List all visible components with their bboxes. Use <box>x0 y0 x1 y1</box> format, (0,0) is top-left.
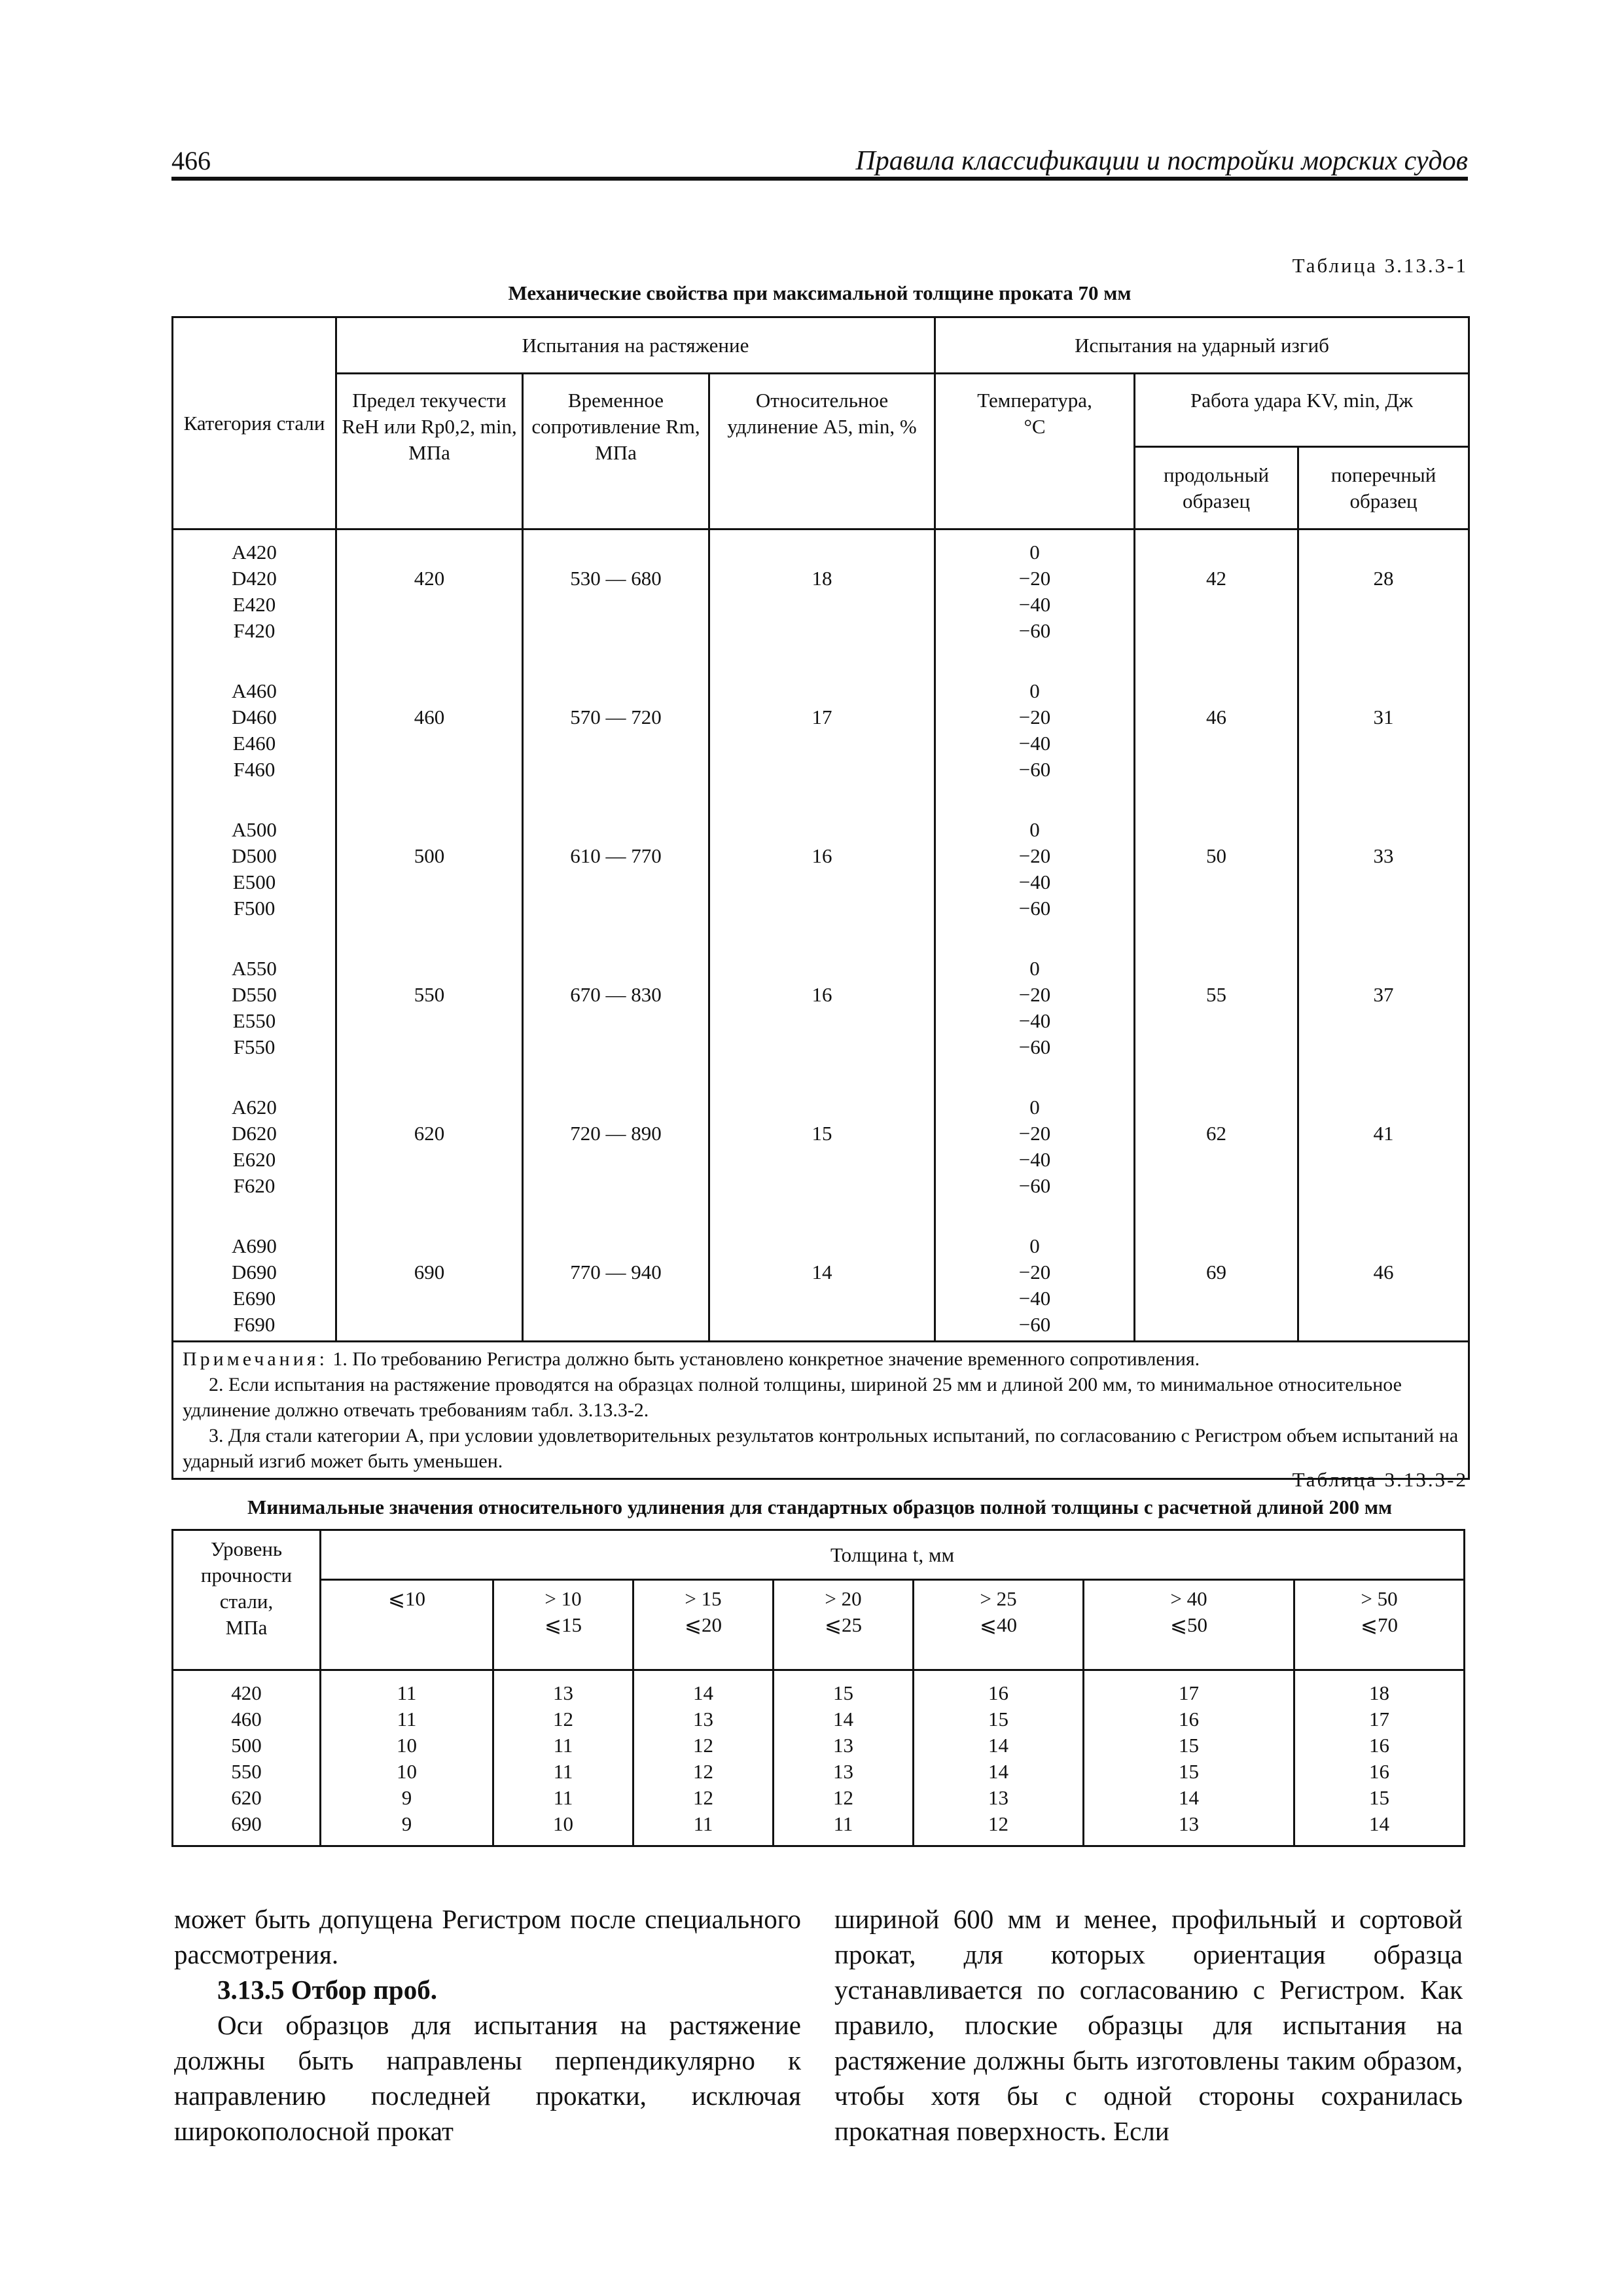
cell-impact-longitudinal: 42 <box>1135 529 1298 670</box>
table1-row <box>173 1224 1469 1342</box>
cell-impact-longitudinal: 55 <box>1135 946 1298 1085</box>
cell-elongation: 15 <box>709 1085 935 1224</box>
header-thickness: Толщина t, мм <box>321 1530 1465 1580</box>
header-elongation: Относительное удлинение A5, min, % <box>709 374 935 529</box>
left-paragraph-1: может быть допущена Регистром после специального рассмотрения. <box>174 1904 801 1969</box>
cell-temperatures: 0 −20 −40 −60 <box>935 1224 1135 1342</box>
table2-title: Минимальные значения относительного удлинения для стандартных образцов полной толщины с расчетной длиной 200 мм <box>247 1496 1393 1518</box>
table1-row <box>173 808 1469 946</box>
cell-impact-longitudinal: 69 <box>1135 1224 1298 1342</box>
body-left-column <box>174 1901 801 2149</box>
table1-row <box>173 946 1469 1085</box>
cell-elongation: 18 <box>709 529 935 670</box>
cell-impact-transverse: 28 <box>1298 529 1469 670</box>
left-paragraph-2: Оси образцов для испытания на растяжение должны быть направлены перпендикулярно к направлению последней прокатки, исключая широкополосной прокат <box>174 2010 801 2146</box>
note-1: 1. По требованию Регистра должно быть установлено конкретное значение временного сопротивления. <box>327 1348 1200 1370</box>
cell-grades: A690 D690 E690 F690 <box>173 1224 336 1342</box>
cell-tensile: 570 — 720 <box>523 669 709 808</box>
cell-elongation: 16 <box>709 808 935 946</box>
notes-label: Примечания: <box>183 1348 328 1370</box>
cell-grades: A460 D460 E460 F460 <box>173 669 336 808</box>
cell-elongation-values: 17 16 15 15 14 13 <box>1084 1670 1294 1846</box>
header-tensile-group: Испытания на растяжение <box>336 317 935 374</box>
running-title: Правила классификации и постройки морских судов <box>855 146 1468 176</box>
page-number: 466 <box>171 146 211 175</box>
header-category: Категория стали <box>173 317 336 529</box>
cell-impact-longitudinal: 50 <box>1135 808 1298 946</box>
cell-elongation-values: 16 15 14 14 13 12 <box>914 1670 1084 1846</box>
body-right-column <box>834 1901 1463 2149</box>
table1-row <box>173 1085 1469 1224</box>
header-rule <box>171 177 1468 181</box>
cell-grades: A550 D550 E550 F550 <box>173 946 336 1085</box>
table1-caption: Таблица 3.13.3-1 <box>1292 254 1468 277</box>
cell-grades: A500 D500 E500 F500 <box>173 808 336 946</box>
table1-mechanical-properties <box>171 316 1470 1480</box>
table2-values-row <box>173 1670 1465 1846</box>
header-temperature: Температура, °С <box>935 374 1135 529</box>
thickness-col-header: > 20 ⩽25 <box>774 1580 914 1670</box>
cell-tensile: 610 — 770 <box>523 808 709 946</box>
cell-yield: 500 <box>336 808 523 946</box>
thickness-col-header: > 40 ⩽50 <box>1084 1580 1294 1670</box>
cell-tensile: 720 — 890 <box>523 1085 709 1224</box>
cell-temperatures: 0 −20 −40 −60 <box>935 1085 1135 1224</box>
table1-notes <box>173 1342 1469 1479</box>
cell-elongation-values: 18 17 16 16 15 14 <box>1294 1670 1465 1846</box>
cell-temperatures: 0 −20 −40 −60 <box>935 808 1135 946</box>
header-transverse: поперечный образец <box>1298 447 1469 529</box>
note-2: 2. Если испытания на растяжение проводятся на образцах полной толщины, шириной 25 мм и длиной 200 мм, то минимальное относительное удлинение должно отвечать требованиям табл. 3.13.3-2. <box>183 1374 1402 1421</box>
cell-elongation: 16 <box>709 946 935 1085</box>
header-strength-level: Уровень прочности стали, МПа <box>173 1530 321 1670</box>
cell-elongation: 14 <box>709 1224 935 1342</box>
cell-elongation-values: 11 11 10 10 9 9 <box>321 1670 493 1846</box>
cell-impact-transverse: 31 <box>1298 669 1469 808</box>
note-3: 3. Для стали категории А, при условии удовлетворительных результатов контрольных испытаний, по согласованию с Регистром объем испытаний на ударный изгиб может быть уменьшен. <box>183 1425 1459 1472</box>
cell-tensile: 530 — 680 <box>523 529 709 670</box>
table1-row <box>173 669 1469 808</box>
thickness-col-header: ⩽10 <box>321 1580 493 1670</box>
header-impact-group: Испытания на ударный изгиб <box>935 317 1469 374</box>
table2-elongation <box>171 1529 1465 1847</box>
table1-row <box>173 529 1469 670</box>
cell-elongation: 17 <box>709 669 935 808</box>
header-tensile-strength: Временное сопротивление Rm, МПа <box>523 374 709 529</box>
table1-title: Механические свойства при максимальной толщине проката 70 мм <box>508 281 1132 304</box>
cell-elongation-values: 14 13 12 12 12 11 <box>633 1670 774 1846</box>
cell-impact-transverse: 37 <box>1298 946 1469 1085</box>
section-heading-3-13-5: 3.13.5 Отбор проб. <box>217 1975 437 2005</box>
header-impact-energy: Работа удара KV, min, Дж <box>1135 374 1469 447</box>
cell-impact-transverse: 41 <box>1298 1085 1469 1224</box>
cell-strength-levels: 420 460 500 550 620 690 <box>173 1670 321 1846</box>
header-yield: Предел текучести ReH или Rp0,2, min, МПа <box>336 374 523 529</box>
cell-yield: 420 <box>336 529 523 670</box>
cell-temperatures: 0 −20 −40 −60 <box>935 946 1135 1085</box>
cell-yield: 460 <box>336 669 523 808</box>
cell-elongation-values: 13 12 11 11 11 10 <box>493 1670 633 1846</box>
cell-yield: 620 <box>336 1085 523 1224</box>
cell-impact-transverse: 33 <box>1298 808 1469 946</box>
right-paragraph-1: шириной 600 мм и менее, профильный и сортовой прокат, для которых ориентация образца устанавливается по согласованию с Регистром. Как правило, плоские образцы для испытания на растяжение должны быть изготовлены таким образом, чтобы хотя бы с одной стороны сохранилась прокатная поверхность. Если <box>834 1904 1463 2146</box>
cell-grades: A620 D620 E620 F620 <box>173 1085 336 1224</box>
cell-yield: 690 <box>336 1224 523 1342</box>
cell-impact-transverse: 46 <box>1298 1224 1469 1342</box>
table2-caption: Таблица 3.13.3-2 <box>1292 1468 1468 1491</box>
cell-tensile: 770 — 940 <box>523 1224 709 1342</box>
cell-impact-longitudinal: 46 <box>1135 669 1298 808</box>
thickness-col-header: > 15 ⩽20 <box>633 1580 774 1670</box>
cell-tensile: 670 — 830 <box>523 946 709 1085</box>
cell-temperatures: 0 −20 −40 −60 <box>935 669 1135 808</box>
cell-temperatures: 0 −20 −40 −60 <box>935 529 1135 670</box>
thickness-col-header: > 25 ⩽40 <box>914 1580 1084 1670</box>
cell-grades: A420 D420 E420 F420 <box>173 529 336 670</box>
header-longitudinal: продольный образец <box>1135 447 1298 529</box>
cell-elongation-values: 15 14 13 13 12 11 <box>774 1670 914 1846</box>
thickness-col-header: > 50 ⩽70 <box>1294 1580 1465 1670</box>
cell-impact-longitudinal: 62 <box>1135 1085 1298 1224</box>
cell-yield: 550 <box>336 946 523 1085</box>
thickness-col-header: > 10 ⩽15 <box>493 1580 633 1670</box>
